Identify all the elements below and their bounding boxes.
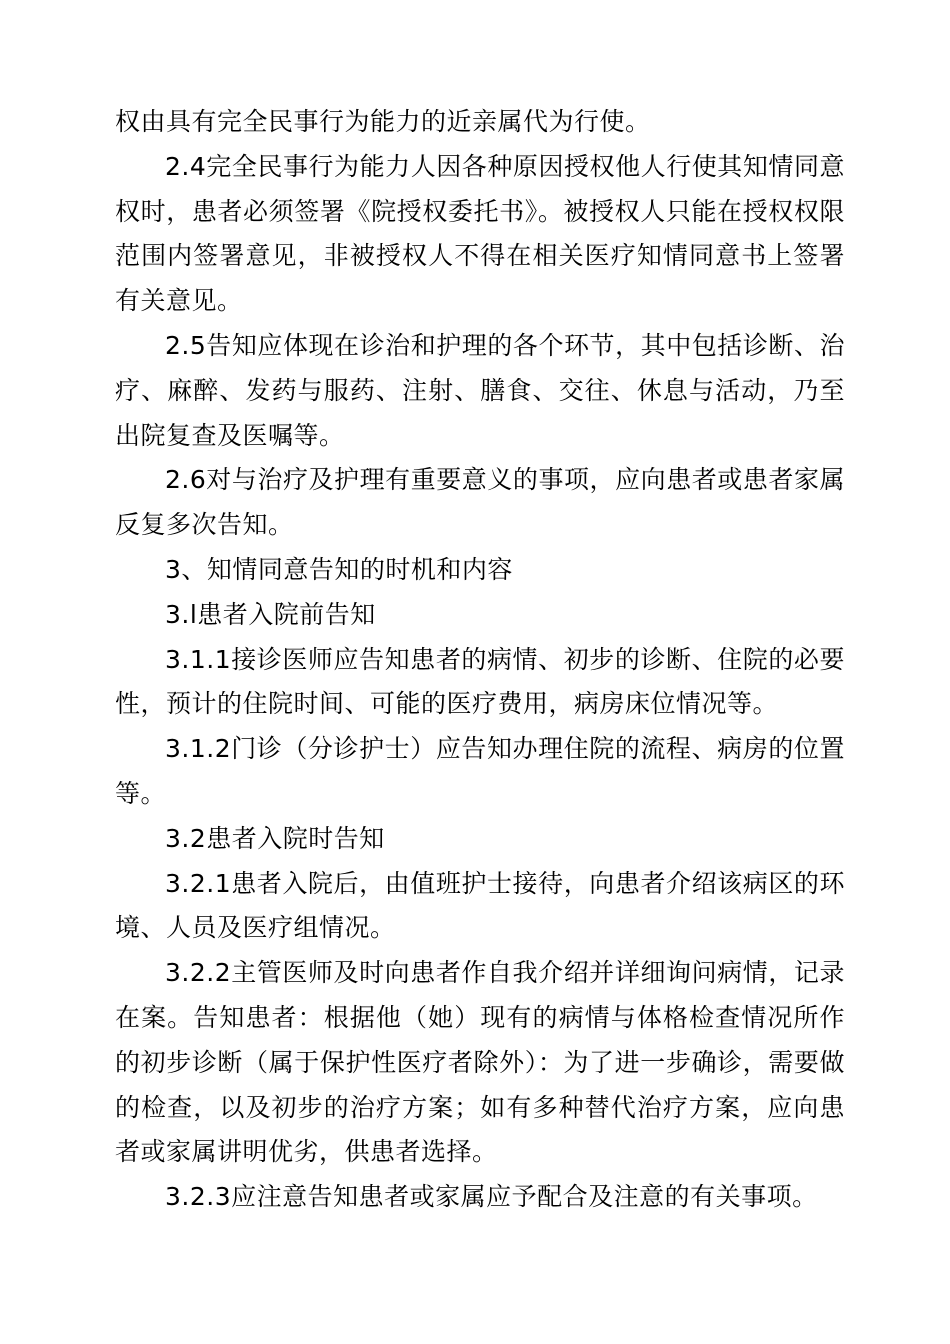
paragraph-continuation: 权由具有完全民事行为能力的近亲属代为行使。 [115,107,651,136]
subsection-heading-3-2: 3.2患者入院时告知 [165,823,385,853]
document-body [115,100,845,1220]
paragraph-2-6: 2.6对与治疗及护理有重要意义的事项，应向患者或患者家属反复多次告知。 [115,465,845,540]
paragraph-2-5: 2.5告知应体现在诊治和护理的各个环节，其中包括诊断、治疗、麻醉、发药与服药、注射、膳食、交往、休息与活动，乃至出院复查及医嘱等。 [115,330,845,450]
paragraph-3-2-2: 3.2.2主管医师及时向患者作自我介绍并详细询问病情，记录在案。告知患者：根据他（她）现有的病情与体格检查情况所作的初步诊断（属于保护性医疗者除外）：为了进一步确诊，需要做的检查，以及初步的治疗方案；如有多种替代治疗方案，应向患者或家属讲明优劣，供患者选择。 [115,958,845,1167]
section-heading-3: 3、知情同意告知的时机和内容 [165,554,513,584]
paragraph-2-4: 2.4完全民事行为能力人因各种原因授权他人行使其知情同意权时，患者必须签署《院授权委托书》。被授权人只能在授权权限范围内签署意见，非被授权人不得在相关医疗知情同意书上签署有关意见。 [115,151,845,316]
paragraph-3-1-2: 3.1.2门诊（分诊护士）应告知办理住院的流程、病房的位置等。 [115,734,845,808]
paragraph-3-2-1: 3.2.1患者入院后，由值班护士接待，向患者介绍该病区的环境、人员及医疗组情况。 [115,868,845,943]
paragraph-3-1-1: 3.1.1接诊医师应告知患者的病情、初步的诊断、住院的必要性，预计的住院时间、可能的医疗费用，病房床位情况等。 [115,644,845,719]
paragraph-3-2-3: 3.2.3应注意告知患者或家属应予配合及注意的有关事项。 [165,1182,818,1212]
subsection-heading-3-1: 3.l患者入院前告知 [165,599,376,629]
